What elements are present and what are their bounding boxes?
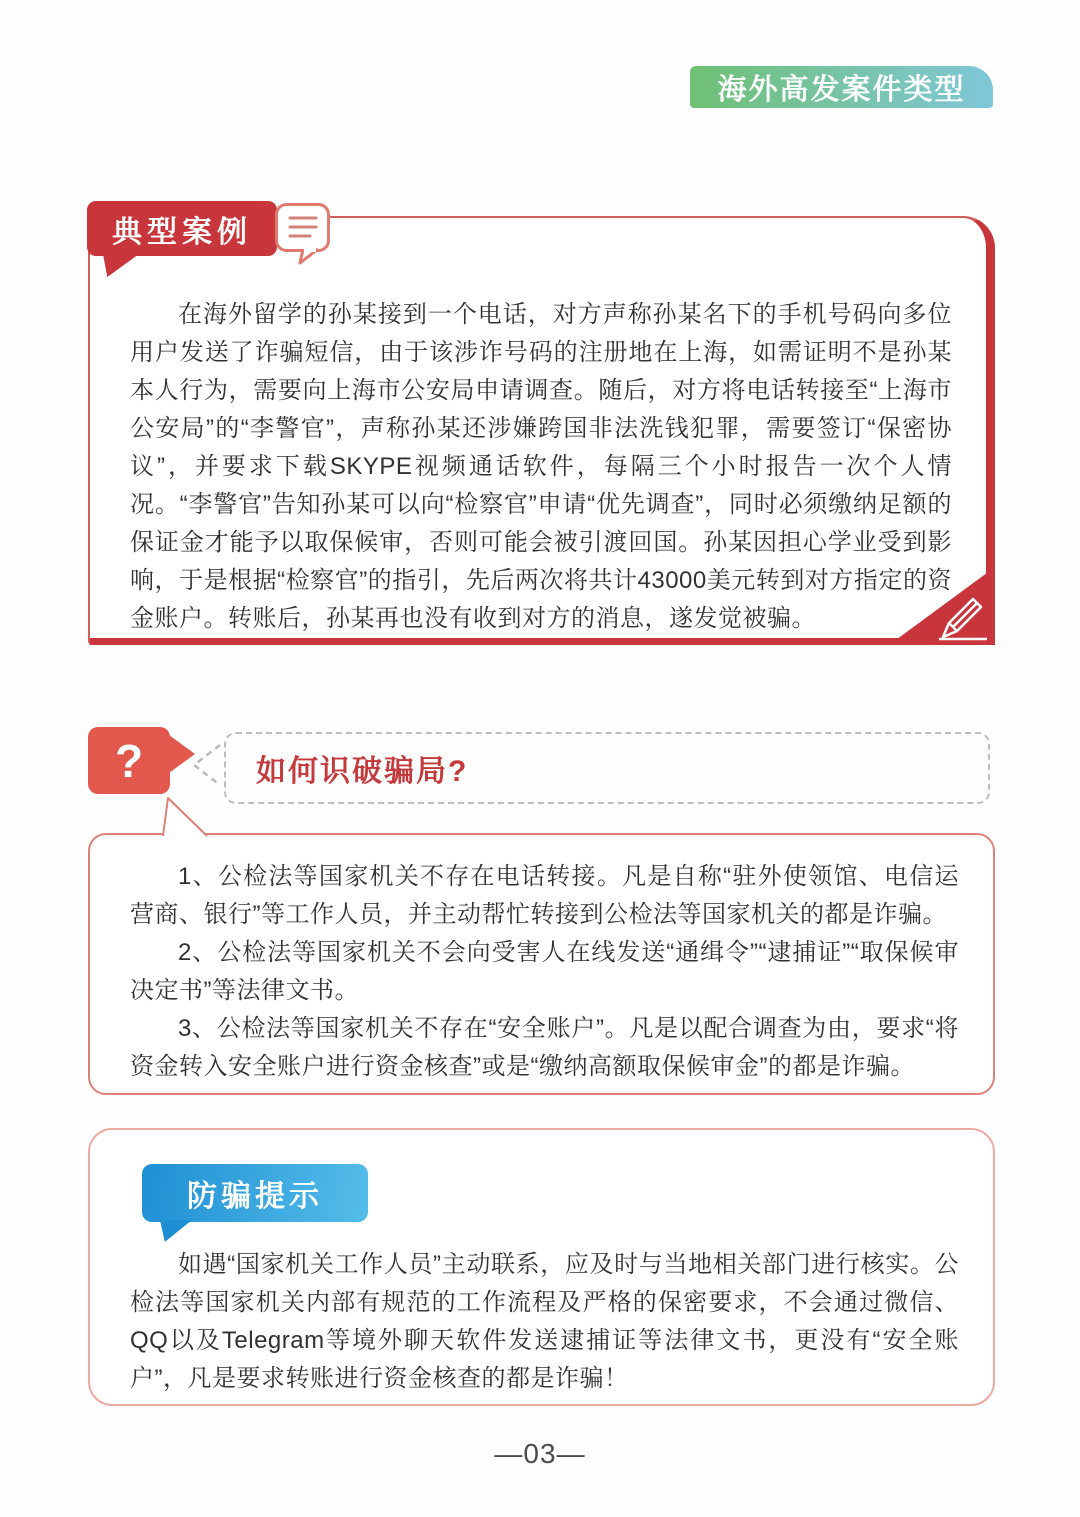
card-bottom-band <box>90 638 986 645</box>
callout-tail <box>160 795 210 837</box>
how-item-1: 1、公检法等国家机关不存在电话转接。凡是自称“驻外使领馆、电信运营商、银行”等工作人员，并主动帮忙转接到公检法等国家机关的都是诈骗。 <box>130 863 959 928</box>
pencil-icon <box>889 567 995 645</box>
typical-case-card <box>88 216 995 645</box>
how-title-box <box>224 732 990 804</box>
how-title: 如何识破骗局? <box>256 755 469 788</box>
how-to-spot-box <box>88 833 995 1095</box>
typical-case-title-bubble <box>87 201 277 256</box>
case-body-text: 在海外留学的孙某接到一个电话，对方声称孙某名下的手机号码向多位用户发送了诈骗短信，由于该涉诈号码的注册地在上海，如需证明不是孙某本人行为，需要向上海市公安局申请调查。随后，对方将电话转接至“上海市公安局”的“李警官”，声称孙某还涉嫌跨国非法洗钱犯罪，需要签订“保密协议”，并要求下载SKYPE视频通话软件，每隔三个小时报告一次个人情况。“李警官”告知孙某可以向“检察官”申请“优先调查”，同时必须缴纳足额的保证金才能予以取保候审，否则可能会被引渡回国。孙某因担心学业受到影响，于是根据“检察官”的指引，先后两次将共计43000美元转到对方指定的资金账户。转账后，孙某再也没有收到对方的消息，遂发觉被骗。 <box>130 301 952 632</box>
tips-body-text: 如遇“国家机关工作人员”主动联系，应及时与当地相关部门进行核实。公检法等国家机关内部有规范的工作流程及严格的保密要求，不会通过微信、QQ以及Telegram等境外聊天软件发送逮捕证等法律文书，更没有“安全账户”，凡是要求转账进行资金核查的都是诈骗！ <box>130 1251 959 1392</box>
chat-bubble-icon <box>274 202 334 266</box>
tips-title: 防骗提示 <box>187 1180 323 1213</box>
page-number: —03— <box>494 1438 586 1469</box>
question-mark-icon <box>88 727 170 794</box>
how-item-2: 2、公检法等国家机关不会向受害人在线发送“通缉令”“逮捕证”“取保候审决定书”等法律文书。 <box>130 939 959 1004</box>
tips-title-bubble <box>142 1164 368 1222</box>
tips-box <box>88 1128 995 1406</box>
chevron-left-icon <box>188 741 224 789</box>
how-item-3: 3、公检法等国家机关不存在“安全账户”。凡是以配合调查为由，要求“将资金转入安全账户进行资金核查”或是“缴纳高额取保候审金”的都是诈骗。 <box>130 1015 959 1080</box>
typical-case-title: 典型案例 <box>112 215 252 249</box>
section-header-badge: 海外高发案件类型 <box>690 66 993 108</box>
bubble-tail <box>160 1220 192 1242</box>
question-mark-glyph: ? <box>114 734 144 787</box>
